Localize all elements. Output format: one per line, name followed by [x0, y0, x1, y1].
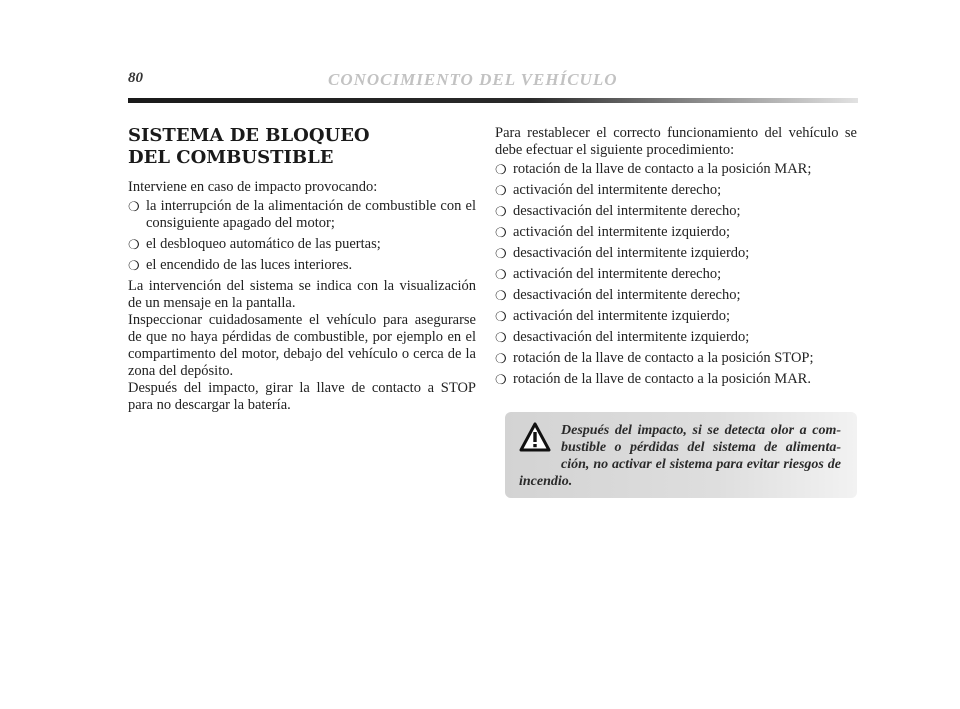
warning-icon-slot [519, 422, 561, 472]
bullet-icon: ❍ [495, 225, 507, 240]
step-text: activación del intermitente derecho; [513, 182, 722, 198]
step-text: activación del intermitente izquierdo; [513, 224, 731, 240]
list-item [128, 198, 476, 232]
intro-text: Interviene en caso de impacto provocando: [128, 179, 378, 195]
bullet-icon: ❍ [495, 162, 507, 177]
right-column [495, 125, 857, 392]
paragraph-display-message: La intervención del sistema se indica con la visualización de un mensaje en la pantalla. [128, 278, 476, 311]
list-item [495, 371, 857, 388]
list-item-text: la interrupción de la alimentación de combustible con el consiguiente apagado del motor; [146, 198, 476, 231]
list-item [128, 257, 476, 274]
bullet-icon: ❍ [495, 351, 507, 366]
list-item [495, 287, 857, 304]
list-item [495, 329, 857, 346]
list-item [495, 266, 857, 283]
procedure-steps [495, 161, 857, 388]
header-rule [128, 98, 858, 103]
effects-list [128, 198, 476, 274]
step-text: desactivación del intermitente derecho; [513, 287, 741, 303]
list-item-text: el encendido de las luces interiores. [146, 257, 353, 273]
step-text: rotación de la llave de contacto a la posición STOP; [513, 350, 814, 366]
list-item [495, 182, 857, 199]
step-text: desactivación del intermitente izquierdo; [513, 329, 750, 345]
list-item [495, 161, 857, 178]
bullet-icon: ❍ [495, 267, 507, 282]
list-item [128, 236, 476, 253]
bullet-icon: ❍ [495, 330, 507, 345]
main-title-line2: DEL COMBUSTIBLE [128, 147, 334, 168]
bullet-icon: ❍ [495, 288, 507, 303]
list-item [495, 350, 857, 367]
main-title-line1: SISTEMA DE BLOQUEO [128, 125, 370, 146]
step-text: activación del intermitente derecho; [513, 266, 722, 282]
page-header [128, 70, 858, 110]
paragraph-inspect-vehicle: Inspeccionar cuidadosamente el vehículo para asegurarse de que no haya pérdidas de combustible, por ejemplo en el compartimento del motor, debajo del vehículo o cerca de la zona del depósito. [128, 312, 476, 379]
bullet-icon: ❍ [128, 237, 140, 252]
list-item [495, 203, 857, 220]
warning-triangle-icon [519, 422, 551, 452]
step-text: rotación de la llave de contacto a la posición MAR. [513, 371, 811, 387]
list-item-text: el desbloqueo automático de las puertas; [146, 236, 381, 252]
warning-text: Después del impacto, si se detecta olor a com- bustible o pérdidas del sistema de alimenta- ción, no activar el sistema para evitar riesgos de incendio. [519, 423, 841, 489]
bullet-icon: ❍ [495, 372, 507, 387]
main-title [128, 125, 476, 169]
step-text: desactivación del intermitente derecho; [513, 203, 741, 219]
list-item [495, 245, 857, 262]
warning-text-block [519, 422, 841, 490]
bullet-icon: ❍ [128, 258, 140, 273]
bullet-icon: ❍ [495, 183, 507, 198]
step-text: desactivación del intermitente izquierdo; [513, 245, 750, 261]
list-item [495, 308, 857, 325]
bullet-icon: ❍ [128, 199, 140, 214]
left-column [128, 120, 476, 414]
step-text: activación del intermitente izquierdo; [513, 308, 731, 324]
section-title: CONOCIMIENTO DEL VEHÍCULO [328, 70, 618, 89]
bullet-icon: ❍ [495, 204, 507, 219]
warning-box [505, 412, 857, 498]
list-item [495, 224, 857, 241]
bullet-icon: ❍ [495, 246, 507, 261]
page-number: 80 [128, 70, 143, 86]
step-text: rotación de la llave de contacto a la posición MAR; [513, 161, 812, 177]
procedure-intro: Para restablecer el correcto funcionamiento del vehículo se debe efectuar el siguiente procedimiento: [495, 125, 857, 158]
bullet-icon: ❍ [495, 309, 507, 324]
paragraph-after-impact: Después del impacto, girar la llave de contacto a STOP para no descargar la batería. [128, 380, 476, 413]
